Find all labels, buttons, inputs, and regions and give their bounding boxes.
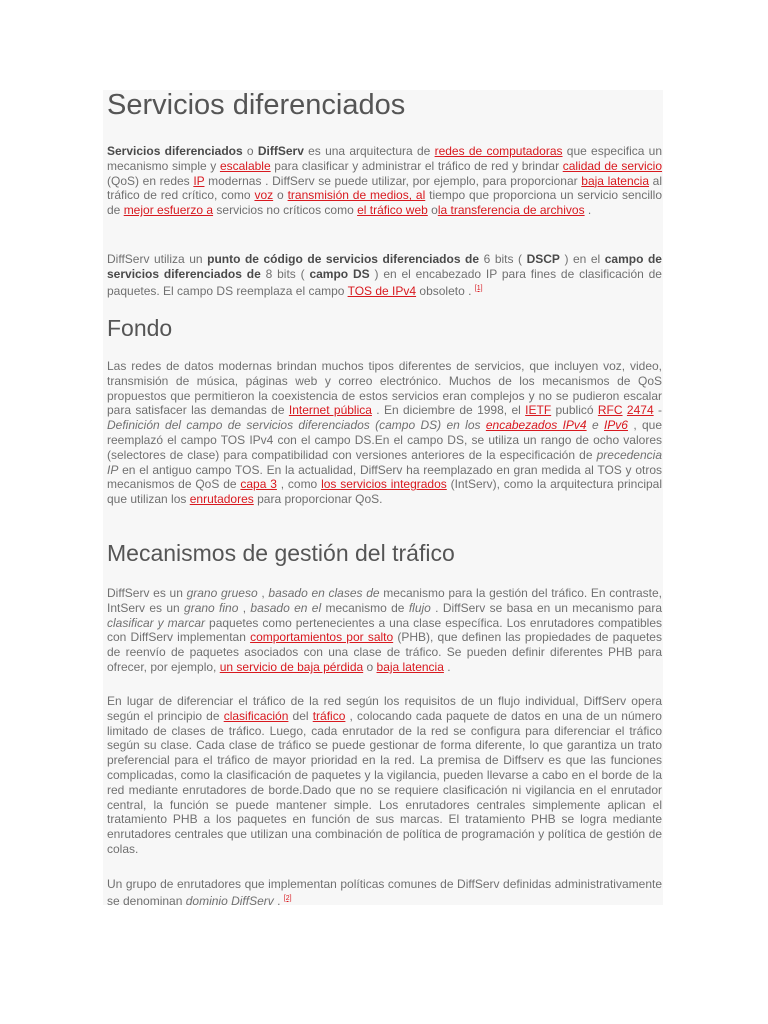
italic-span: precedencia IP	[107, 447, 662, 477]
text-span: , que reemplazó el campo TOS IPv4 con el campo DS.En el campo DS, se utiliza un rango de ocho valores (selectores de clase) para compatibilidad con versiones anteriores de la especificación de	[107, 418, 663, 462]
link-internet-publica[interactable]: Internet pública	[288, 403, 372, 418]
link-enrutadores[interactable]: enrutadores	[189, 492, 254, 507]
text-span: . DiffServ se basa en un mecanismo para	[430, 600, 663, 615]
text-span: o	[273, 188, 288, 203]
mecanismos-paragraph-1	[107, 586, 662, 675]
text-span: . En diciembre de 1998, el	[371, 403, 526, 418]
link-rfc[interactable]: RFC	[597, 403, 623, 418]
link-trafico-web[interactable]: el tráfico web	[357, 203, 428, 218]
text-span: para clasificar y administrar el tráfico de red y brindar	[270, 158, 563, 173]
text-span: mecanismo de	[321, 600, 409, 615]
link-transferencia-de-archivos[interactable]: la transferencia de archivos	[437, 203, 585, 218]
mecanismos-paragraph-3	[107, 877, 662, 909]
text-span: ) en el encabezado IP para fines de clasificación de paquetes. El campo DS reemplaza el campo	[107, 266, 662, 298]
text-span: Un grupo de enrutadores que implementan políticas comunes de DiffServ definidas administrativamente se denominan	[107, 877, 662, 908]
link-redes-de-computadoras[interactable]: redes de computadoras	[434, 144, 563, 158]
link-servicios-integrados[interactable]: los servicios integrados	[321, 477, 447, 492]
text-span: tiempo que proporciona un servicio sencillo de	[107, 188, 663, 218]
link-mejor-esfuerzo[interactable]: mejor esfuerzo a	[123, 203, 214, 218]
text-span: 6 bits (	[479, 252, 527, 266]
text-span: .	[443, 659, 451, 674]
link-baja-latencia-2[interactable]: baja latencia	[376, 659, 444, 674]
link-encabezados-ipv4[interactable]: encabezados IPv4	[485, 418, 587, 433]
text-span: es una arquitectura de	[303, 144, 435, 158]
text-span: .	[273, 893, 284, 908]
text-span: DiffServ utiliza un	[107, 252, 208, 266]
text-span: o	[427, 203, 438, 218]
mecanismos-paragraph-2	[107, 694, 662, 857]
fondo-paragraph	[107, 359, 662, 507]
link-capa-3[interactable]: capa 3	[240, 477, 277, 492]
term-campo-servicios-diferenciados: campo de servicios diferenciados de	[107, 252, 662, 281]
italic-span: e	[586, 418, 604, 433]
intro-paragraph-2	[107, 252, 662, 298]
term-servicios-diferenciados: Servicios diferenciados	[107, 144, 243, 158]
link-ip[interactable]: IP	[193, 173, 205, 188]
text-span: (QoS) en redes	[107, 173, 194, 188]
link-voz[interactable]: voz	[254, 188, 274, 203]
term-campo-ds: campo DS	[309, 266, 370, 281]
text-span: servicios no críticos como	[213, 203, 358, 218]
term-dscp: DSCP	[526, 252, 560, 266]
intro-paragraph-1	[107, 144, 662, 218]
link-transmision-de-medios[interactable]: transmisión de medios, al	[287, 188, 426, 203]
reference-2[interactable]: [2]	[283, 894, 292, 902]
italic-span: basado en el	[250, 600, 322, 615]
text-span: Las redes de datos modernas brindan muchos tipos diferentes de servicios, que incluyen voz, video, transmisión de música, páginas web y correo electrónico. Muchos de los mecanismos de QoS propuestos que permitieron la coexistencia de estos servicios eran complejos y no se pudieron escalar para satisfacer las demandas de	[107, 359, 662, 418]
text-span: al tráfico de red crítico, como	[107, 173, 662, 203]
term-punto-de-codigo: punto de código de servicios diferenciados de	[207, 252, 480, 266]
text-span: o	[363, 659, 377, 674]
text-span: obsoleto .	[416, 283, 475, 298]
text-span: -	[653, 403, 662, 418]
link-escalable[interactable]: escalable	[219, 158, 271, 173]
text-span: ,	[238, 600, 251, 615]
text-span: , como	[276, 477, 322, 492]
link-comportamientos-por-salto[interactable]: comportamientos por salto	[250, 630, 394, 645]
italic-span: grano grueso	[186, 586, 258, 600]
text-span: , colocando cada paquete de datos en una de un número limitado de clases de tráfico. Luego, cada enrutador de la red se configura para diferenciar el tráfico según su clase. Cada clase de tráfico se puede gestionar de forma diferente, lo que garantiza un trato preferencial para el tráfico de mayor prioridad en la red. La premisa de Diffserv es que las funciones complicadas, como la clasificación de paquetes y la vigilancia, pueden llevarse a cabo en el borde de la red mediante enrutadores de borde.Dado que no se requiere clasificación ni vigilancia en el enrutador central, la función se puede mantener simple. Los enrutadores centrales simplemente aplican el tratamiento PHB a los paquetes en función de sus marcas. El tratamiento PHB se logra mediante enrutadores centrales que utilizan una combinación de política de programación y política de gestión de colas.	[107, 708, 662, 856]
link-baja-latencia[interactable]: baja latencia	[581, 173, 649, 188]
text-span: (IntServ), como la arquitectura principal que utilizan los	[107, 477, 662, 507]
text-span: modernas . DiffServ se puede utilizar, por ejemplo, para proporcionar	[204, 173, 582, 188]
heading-fondo: Fondo	[107, 315, 173, 341]
reference-1[interactable]: [1]	[474, 284, 483, 292]
text-span: ,	[257, 586, 269, 600]
link-2474[interactable]: 2474	[626, 403, 654, 418]
heading-mecanismos: Mecanismos de gestión del tráfico	[107, 540, 455, 566]
page-title: Servicios diferenciados	[107, 89, 406, 121]
text-span: paquetes como pertenecientes a una clase específica. Los enrutadores compatibles con DiffServ implementan	[107, 615, 662, 645]
link-tos-de-ipv4[interactable]: TOS de IPv4	[347, 283, 417, 298]
document-page	[103, 89, 663, 908]
text-span: DiffServ es un	[107, 586, 187, 600]
italic-span: Definición del campo de servicios diferenciados (campo DS) en los	[107, 418, 486, 433]
link-ipv6[interactable]: IPv6	[603, 418, 628, 433]
text-span: .	[584, 203, 592, 218]
italic-span: grano fino	[184, 600, 239, 615]
text-span: publicó	[551, 403, 598, 418]
italic-span: clasificar y marcar	[107, 615, 206, 630]
text-span: 8 bits (	[260, 266, 310, 281]
text-span: ) en el	[559, 252, 605, 266]
text-span: para proporcionar QoS.	[253, 492, 383, 507]
link-clasificacion[interactable]: clasificación	[223, 708, 289, 723]
text-span: En lugar de diferenciar el tráfico de la red según los requisitos de un flujo individual, DiffServ opera según el principio de	[107, 694, 662, 723]
link-servicio-baja-perdida[interactable]: un servicio de baja pérdida	[219, 659, 364, 674]
italic-span: flujo	[408, 600, 431, 615]
link-ietf[interactable]: IETF	[525, 403, 552, 418]
link-trafico[interactable]: tráfico	[312, 708, 346, 723]
text-span: del	[288, 708, 313, 723]
text-span: o	[242, 144, 258, 158]
italic-span: basado en clases de	[268, 586, 380, 600]
term-diffserv: DiffServ	[257, 144, 304, 158]
text-span: (PHB), que definen las propiedades de paquetes de reenvío de paquetes asociados con una clase de tráfico. Se pueden definir diferentes PHB para ofrecer, por ejemplo,	[107, 630, 662, 674]
text-span: mecanismo para la gestión del tráfico. En contraste, IntServ es un	[107, 586, 662, 615]
text-span: en el antiguo campo TOS. En la actualidad, DiffServ ha reemplazado en gran medida al TOS y otros mecanismos de QoS de	[107, 462, 662, 492]
link-calidad-de-servicio[interactable]: calidad de servicio	[562, 158, 663, 173]
italic-span: dominio DiffServ	[185, 893, 274, 908]
text-span: que especifica un mecanismo simple y	[107, 144, 663, 173]
